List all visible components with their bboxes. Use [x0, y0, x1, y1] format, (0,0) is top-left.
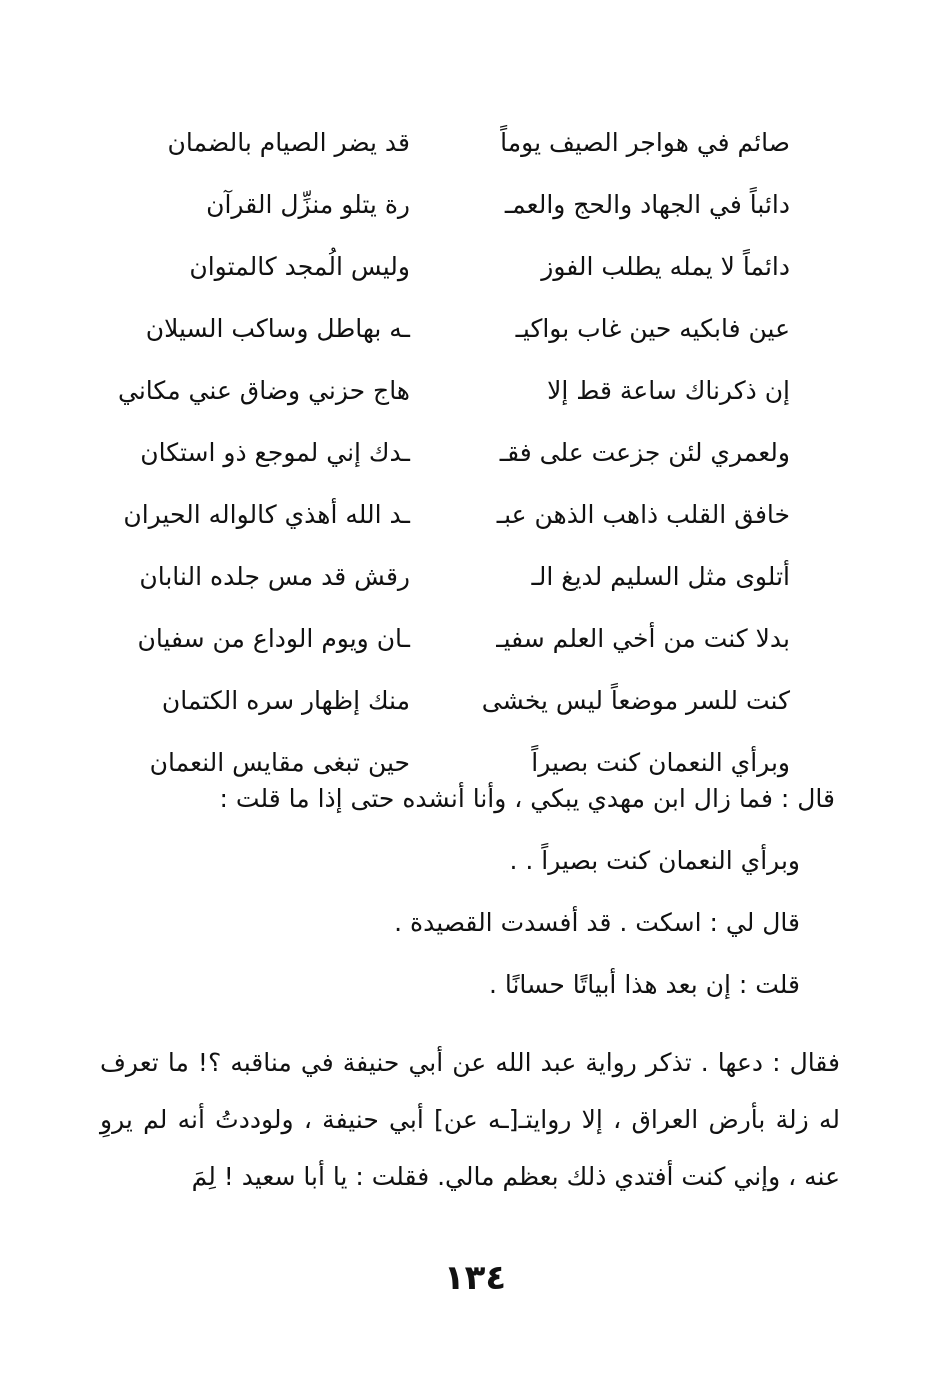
verse-second-hemistich: رقش قد مس جلده النابان	[139, 562, 410, 591]
verse-first-hemistich: صائم في هواجر الصيف يوماً	[500, 128, 790, 157]
verse-4	[90, 298, 790, 360]
verse-second-hemistich: قد يضر الصيام بالضمان	[167, 128, 410, 157]
verse-first-hemistich: بدلا كنت من أخي العلم سفيـ	[496, 624, 790, 653]
verse-8	[90, 546, 790, 608]
verse-second-hemistich: هاج حزني وضاق عني مكاني	[118, 376, 410, 405]
verse-second-hemistich: وليس الُمجد كالمتوان	[189, 252, 410, 281]
verse-first-hemistich: كنت للسر موضعاً ليس يخشى	[481, 686, 790, 715]
verse-second-hemistich: ـدك إني لموجع ذو استكان	[140, 438, 410, 467]
verse-second-hemistich: ـان ويوم الوداع من سفيان	[137, 624, 410, 653]
page-number: ١٣٤	[443, 1258, 507, 1298]
verse-second-hemistich: حين تبغى مقايس النعمان	[149, 748, 410, 777]
verse-first-hemistich: وبرأي النعمان كنت بصيراً	[531, 748, 790, 777]
prose-line: قال لي : اسكت . قد أفسدت القصيدة .	[394, 908, 800, 937]
prose-line: قال : فما زال ابن مهدي يبكي ، وأنا أنشده حتى إذا ما قلت :	[219, 784, 835, 813]
verse-first-hemistich: عين فابكيه حين غاب بواكيـ	[515, 314, 790, 343]
verse-second-hemistich: منك إظهار سره الكتمان	[161, 686, 410, 715]
verse-5	[90, 360, 790, 422]
verse-1	[90, 112, 790, 174]
verse-first-hemistich: دائباً في الجهاد والحج والعمـ	[504, 190, 790, 219]
body-paragraph: فقال : دعها . تذكر رواية عبد الله عن أبي حنيفة في مناقبه ؟! ما تعرف له زلة بأرض العراق ، إلا روايتـ[ـه عن] أبي حنيفة ، ولوددتُ أنه لم يروِ عنه ، وإني كنت أفتدي ذلك بعظم مالي. فقلت : يا أبا سعيد ! لِمَ	[100, 1048, 840, 1191]
verse-2	[90, 174, 790, 236]
verse-first-hemistich: إن ذكرناك ساعة قط إلا	[547, 376, 790, 405]
poem	[90, 112, 790, 794]
verse-10	[90, 670, 790, 732]
quoted-verse-line: وبرأي النعمان كنت بصيراً . .	[509, 846, 800, 875]
verse-first-hemistich: خافق القلب ذاهب الذهن عبـ	[496, 500, 790, 529]
verse-9	[90, 608, 790, 670]
verse-7	[90, 484, 790, 546]
verse-6	[90, 422, 790, 484]
verse-first-hemistich: دائماً لا يمله يطلب الفوز	[541, 252, 790, 281]
verse-second-hemistich: ـد الله أهذي كالواله الحيران	[123, 500, 410, 529]
verse-3	[90, 236, 790, 298]
prose-line: قلت : إن بعد هذا أبياتًا حسانًا .	[488, 970, 800, 999]
verse-first-hemistich: ولعمري لئن جزعت على فقـ	[499, 438, 790, 467]
verse-first-hemistich: أتلوى مثل السليم لديغ الـ	[531, 562, 790, 591]
verse-second-hemistich: ـه بهاطل وساكب السيلان	[145, 314, 410, 343]
verse-second-hemistich: رة يتلو منزِّل القرآن	[206, 190, 410, 219]
